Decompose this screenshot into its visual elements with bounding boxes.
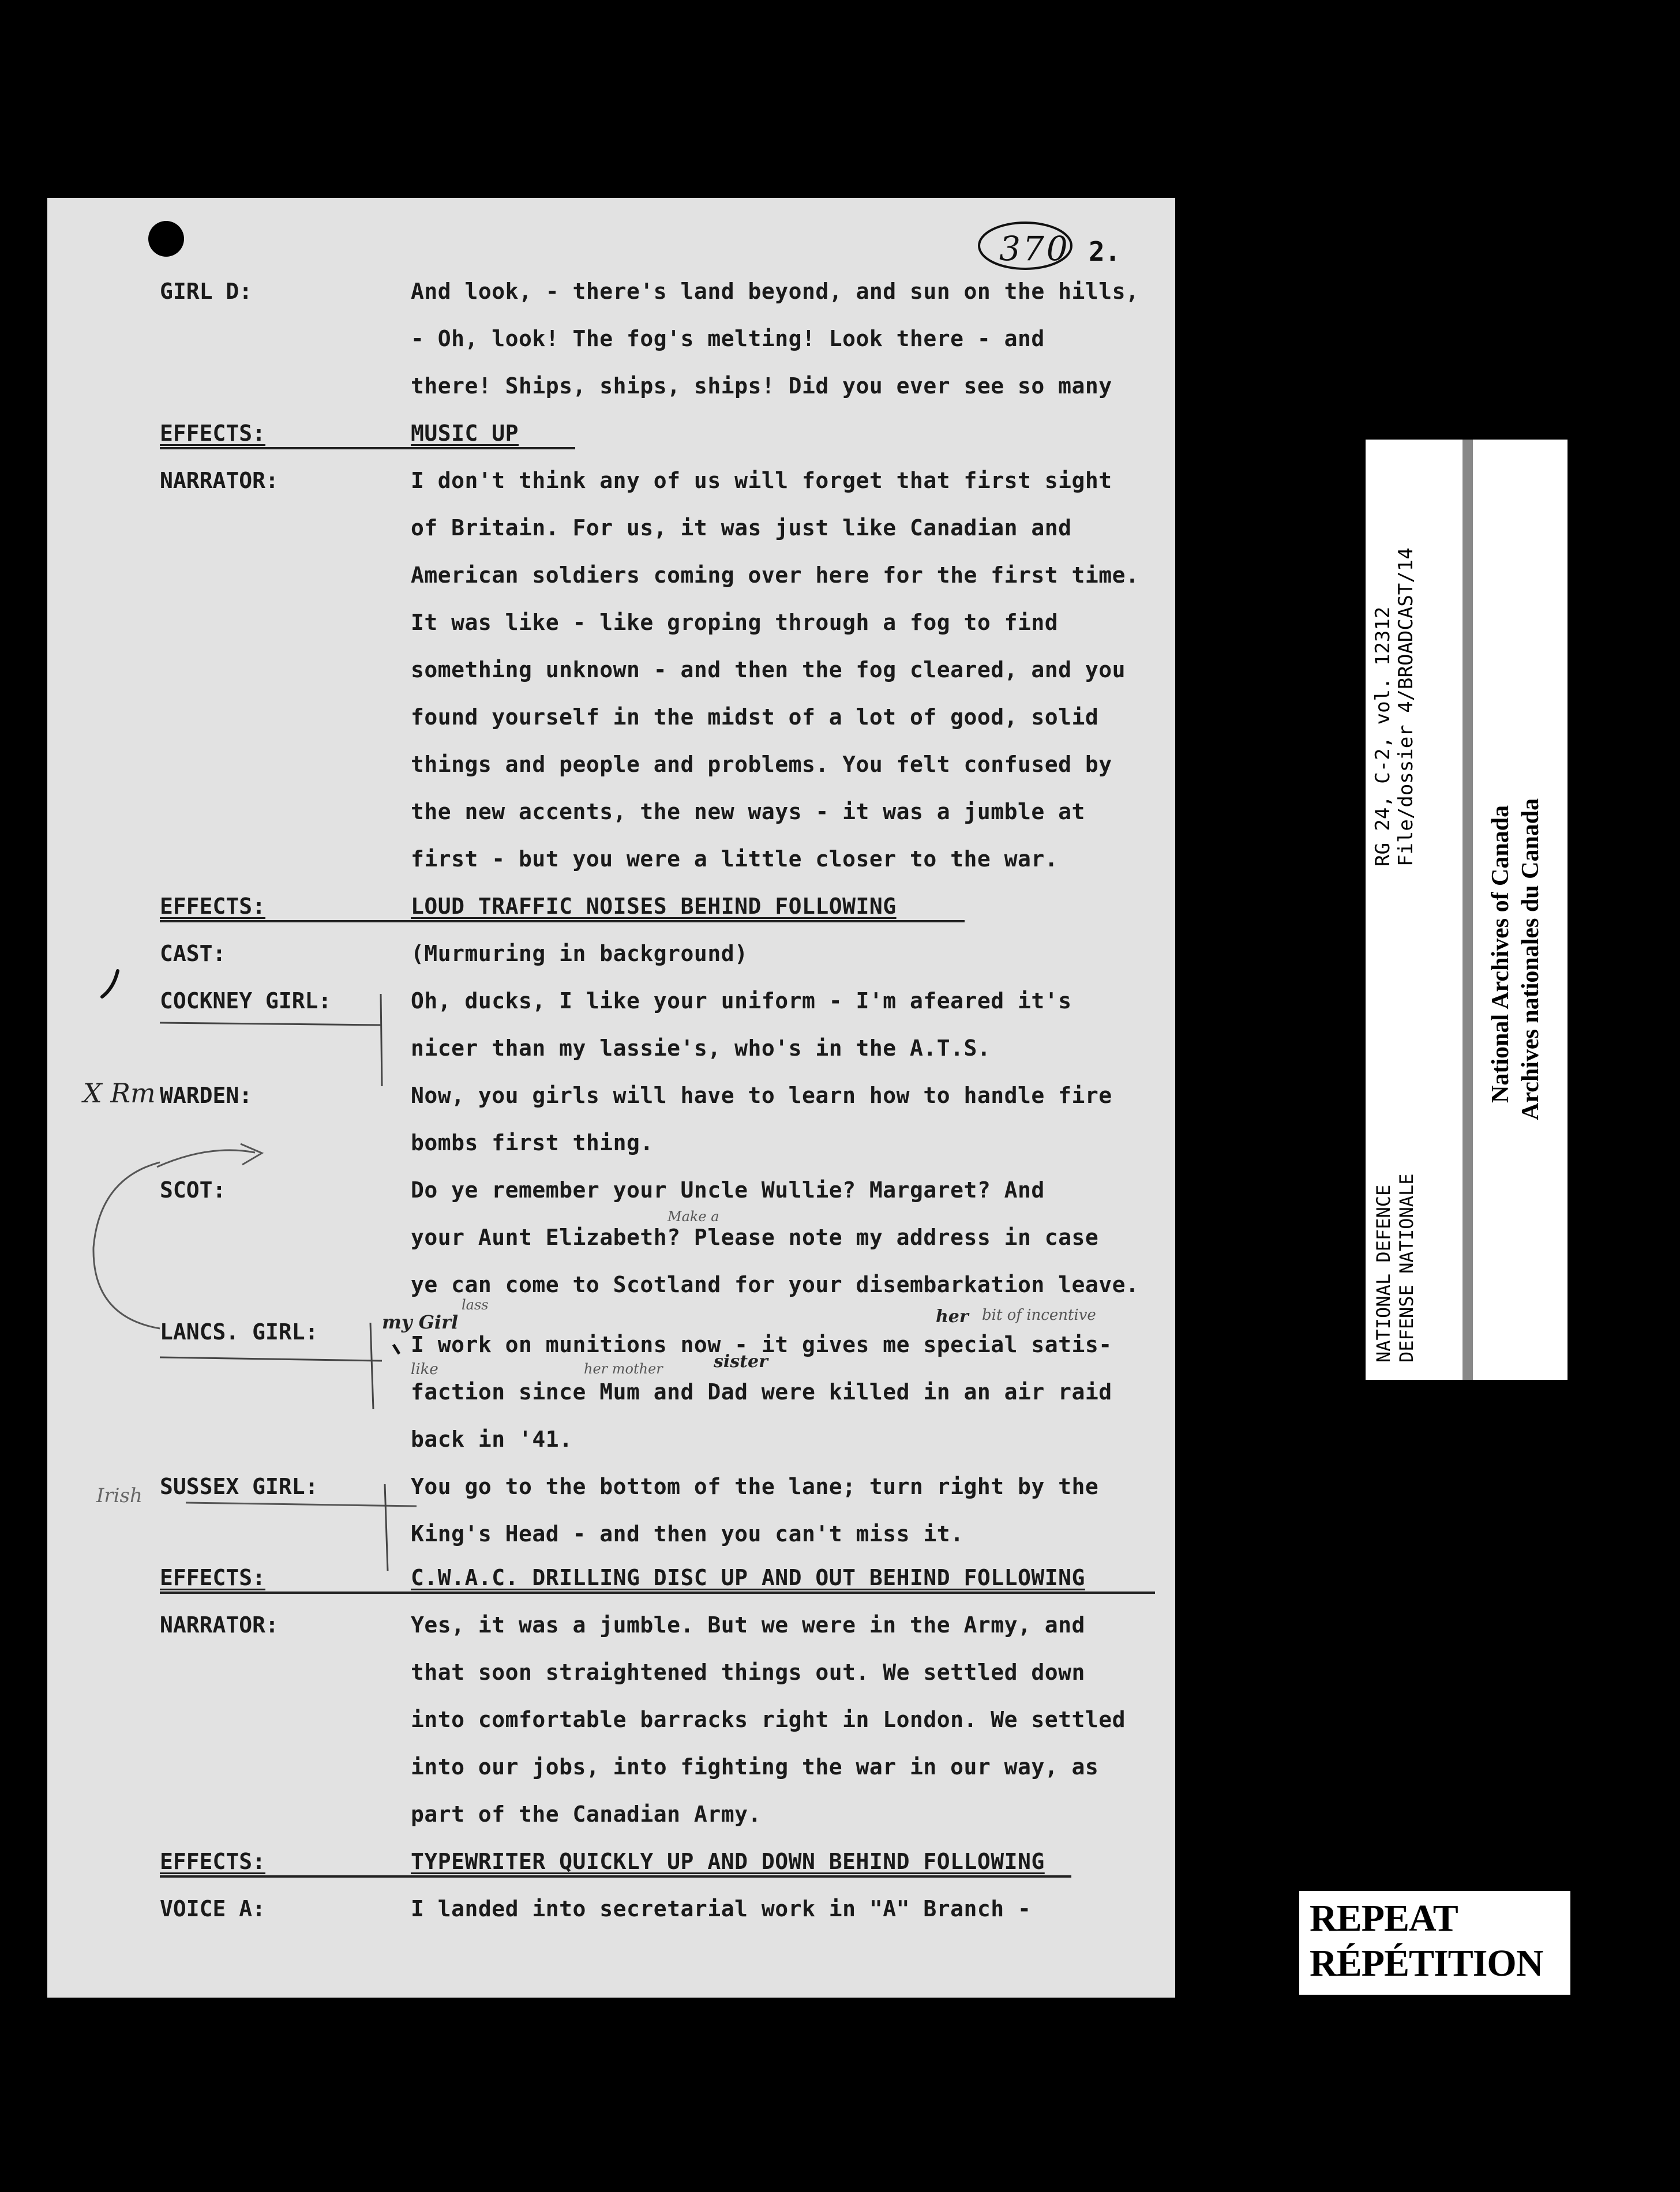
lancs-note-her-mother: her mother xyxy=(584,1361,663,1377)
page-number: 2. xyxy=(1089,236,1121,267)
lancs-note-incentive: bit of incentive xyxy=(982,1307,1096,1324)
archives-name-fr: Archives nationales du Canada xyxy=(1517,798,1544,1120)
lancs-note-lass: lass xyxy=(462,1297,489,1313)
dialogue-line: And look, - there's land beyond, and sun on the hills, xyxy=(411,279,1139,304)
effects-cue: LOUD TRAFFIC NOISES BEHIND FOLLOWING xyxy=(411,894,897,919)
dialogue-line: nicer than my lassie's, who's in the A.T.S. xyxy=(411,1035,991,1061)
dialogue-line: into our jobs, into fighting the war in our way, as xyxy=(411,1754,1099,1780)
effects-cue: TYPEWRITER QUICKLY UP AND DOWN BEHIND FOLLOWING xyxy=(411,1849,1045,1874)
repeat-label xyxy=(1299,1891,1570,1995)
speaker-label: LANCS. GIRL: xyxy=(160,1319,318,1345)
dialogue-line: King's Head - and then you can't miss it. xyxy=(411,1521,964,1547)
lancs-note-sister: sister xyxy=(714,1352,768,1372)
speaker-label: CAST: xyxy=(160,941,226,966)
dialogue-line: bombs first thing. xyxy=(411,1130,654,1155)
speaker-label: COCKNEY GIRL: xyxy=(160,988,332,1014)
dialogue-line: part of the Canadian Army. xyxy=(411,1801,762,1827)
effects-cue: MUSIC UP xyxy=(411,421,519,446)
dialogue-line: I landed into secretarial work in "A" Branch - xyxy=(411,1896,1032,1921)
department-en: NATIONAL DEFENCE xyxy=(1372,1184,1394,1363)
dialogue-line: found yourself in the midst of a lot of good, solid xyxy=(411,704,1099,730)
repeat-en: REPEAT xyxy=(1310,1897,1458,1939)
dialogue-line: It was like - like groping through a fog to find xyxy=(411,610,1059,635)
dialogue-line: You go to the bottom of the lane; turn right by the xyxy=(411,1474,1099,1499)
dialogue-line: Now, you girls will have to learn how to handle fire xyxy=(411,1083,1112,1108)
effects-label: EFFECTS: xyxy=(160,894,266,919)
speaker-label: SCOT: xyxy=(160,1177,226,1203)
speaker-label: VOICE A: xyxy=(160,1896,266,1921)
dialogue-line: into comfortable barracks right in London. We settled xyxy=(411,1707,1126,1732)
dialogue-line: first - but you were a little closer to the war. xyxy=(411,846,1059,872)
dialogue-line: (Murmuring in background) xyxy=(411,941,748,966)
speaker-label: GIRL D: xyxy=(160,279,253,304)
dialogue-line: your Aunt Elizabeth? Please note my address in case xyxy=(411,1225,1099,1250)
dialogue-line: - Oh, look! The fog's melting! Look there - and xyxy=(411,326,1045,351)
lancs-note-like: like xyxy=(411,1361,438,1378)
archive-file: File/dossier 4/BROADCAST/14 xyxy=(1394,547,1417,866)
dialogue-line: of Britain. For us, it was just like Canadian and xyxy=(411,515,1072,541)
speaker-label: NARRATOR: xyxy=(160,1612,279,1638)
stamp-divider xyxy=(1462,440,1473,1380)
department-fr: DEFENSE NATIONALE xyxy=(1396,1173,1417,1363)
speaker-label: NARRATOR: xyxy=(160,468,279,493)
dialogue-line: Do ye remember your Uncle Wullie? Margaret? And xyxy=(411,1177,1045,1203)
dialogue-line: ye can come to Scotland for your disembarkation leave. xyxy=(411,1272,1139,1297)
effects-label: EFFECTS: xyxy=(160,1849,266,1874)
lancs-note-her: her xyxy=(936,1307,969,1327)
sussex-mark: Irish xyxy=(96,1484,142,1507)
dialogue-line: Oh, ducks, I like your uniform - I'm afeared it's xyxy=(411,988,1072,1014)
dialogue-line: back in '41. xyxy=(411,1427,573,1452)
archive-stamp xyxy=(1366,440,1567,1380)
archive-reference: RG 24, C-2, vol. 12312 xyxy=(1371,606,1394,866)
effects-cue: C.W.A.C. DRILLING DISC UP AND OUT BEHIND FOLLOWING xyxy=(411,1565,1085,1590)
dialogue-line: I don't think any of us will forget that first sight xyxy=(411,468,1112,493)
dialogue-line: the new accents, the new ways - it was a jumble at xyxy=(411,799,1085,824)
repeat-fr: RÉPÉTITION xyxy=(1310,1942,1543,1984)
dialogue-line: Yes, it was a jumble. But we were in the Army, and xyxy=(411,1612,1085,1638)
circled-page-number: 370 xyxy=(999,229,1070,268)
archives-name-en: National Archives of Canada xyxy=(1487,805,1514,1103)
effects-label: EFFECTS: xyxy=(160,1565,266,1590)
lancs-note-my-girl: my Girl xyxy=(382,1311,459,1333)
dialogue-line: faction since Mum and Dad were killed in an air raid xyxy=(411,1379,1112,1405)
dialogue-line: something unknown - and then the fog cleared, and you xyxy=(411,657,1126,682)
dialogue-line: that soon straightened things out. We settled down xyxy=(411,1660,1085,1685)
speaker-label: WARDEN: xyxy=(160,1083,253,1108)
effects-label: EFFECTS: xyxy=(160,421,266,446)
dialogue-line: there! Ships, ships, ships! Did you ever see so many xyxy=(411,373,1112,399)
script-page xyxy=(47,198,1175,1998)
speaker-label: SUSSEX GIRL: xyxy=(160,1474,318,1499)
scot-note: Make a xyxy=(667,1208,719,1225)
warden-mark: X Rm xyxy=(83,1078,156,1109)
dialogue-line: things and people and problems. You felt confused by xyxy=(411,752,1112,777)
dialogue-line: American soldiers coming over here for the first time. xyxy=(411,562,1139,588)
dialogue-line: I work on munitions now - it gives me special satis- xyxy=(411,1332,1112,1357)
pen-markings xyxy=(47,198,1175,1998)
